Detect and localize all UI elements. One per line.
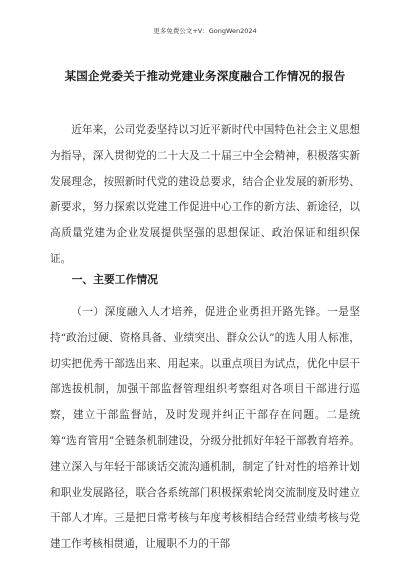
section-heading: 一、主要工作情况 xyxy=(71,273,158,286)
intro-paragraph: 近年来，公司党委坚持以习近平新时代中国特色社会主义思想为指导，深入贯彻党的二十大及二十届三中全会精神，积极落实新发展理念，按照新时代党的建设总要求，结合企业发展的新形势、新要求，努力探索以党建工作促进中心工作的新方法、新途径，以高质量党建为企业发展提供坚强的思想保证、政治保证和组织保证。 xyxy=(50,124,360,265)
header-note: 更多免费公文+V：GongWen2024 xyxy=(153,27,257,35)
document-title: 某国企党委关于推动党建业务深度融合工作情况的报告 xyxy=(64,69,346,83)
body-paragraph: （一）深度融入人才培养，促进企业勇担开路先锋。一是坚持“政治过硬、资格具备、业绩突出、群众公认”的选人用人标准，切实把优秀干部选出来、用起来。以重点项目为试点，优化中层干部选拔机制，加强干部监督管理组织考察组对各项目干部进行巡察，建立干部监督站，及时发现并纠正干部存在问题。二是统筹“选育管用”全链条机制建设，分级分批抓好年轻干部教育培养。建立深入与年轻干部谈话交流沟通机制，制定了针对性的培养计划和职业发展路径，联合各系统部门积极探索轮岗交流制度及时建立干部人才库。三是把日常考核与年度考核相结合经营业绩考核与党建工作考核相贯通，让履职不力的干部 xyxy=(50,306,360,551)
